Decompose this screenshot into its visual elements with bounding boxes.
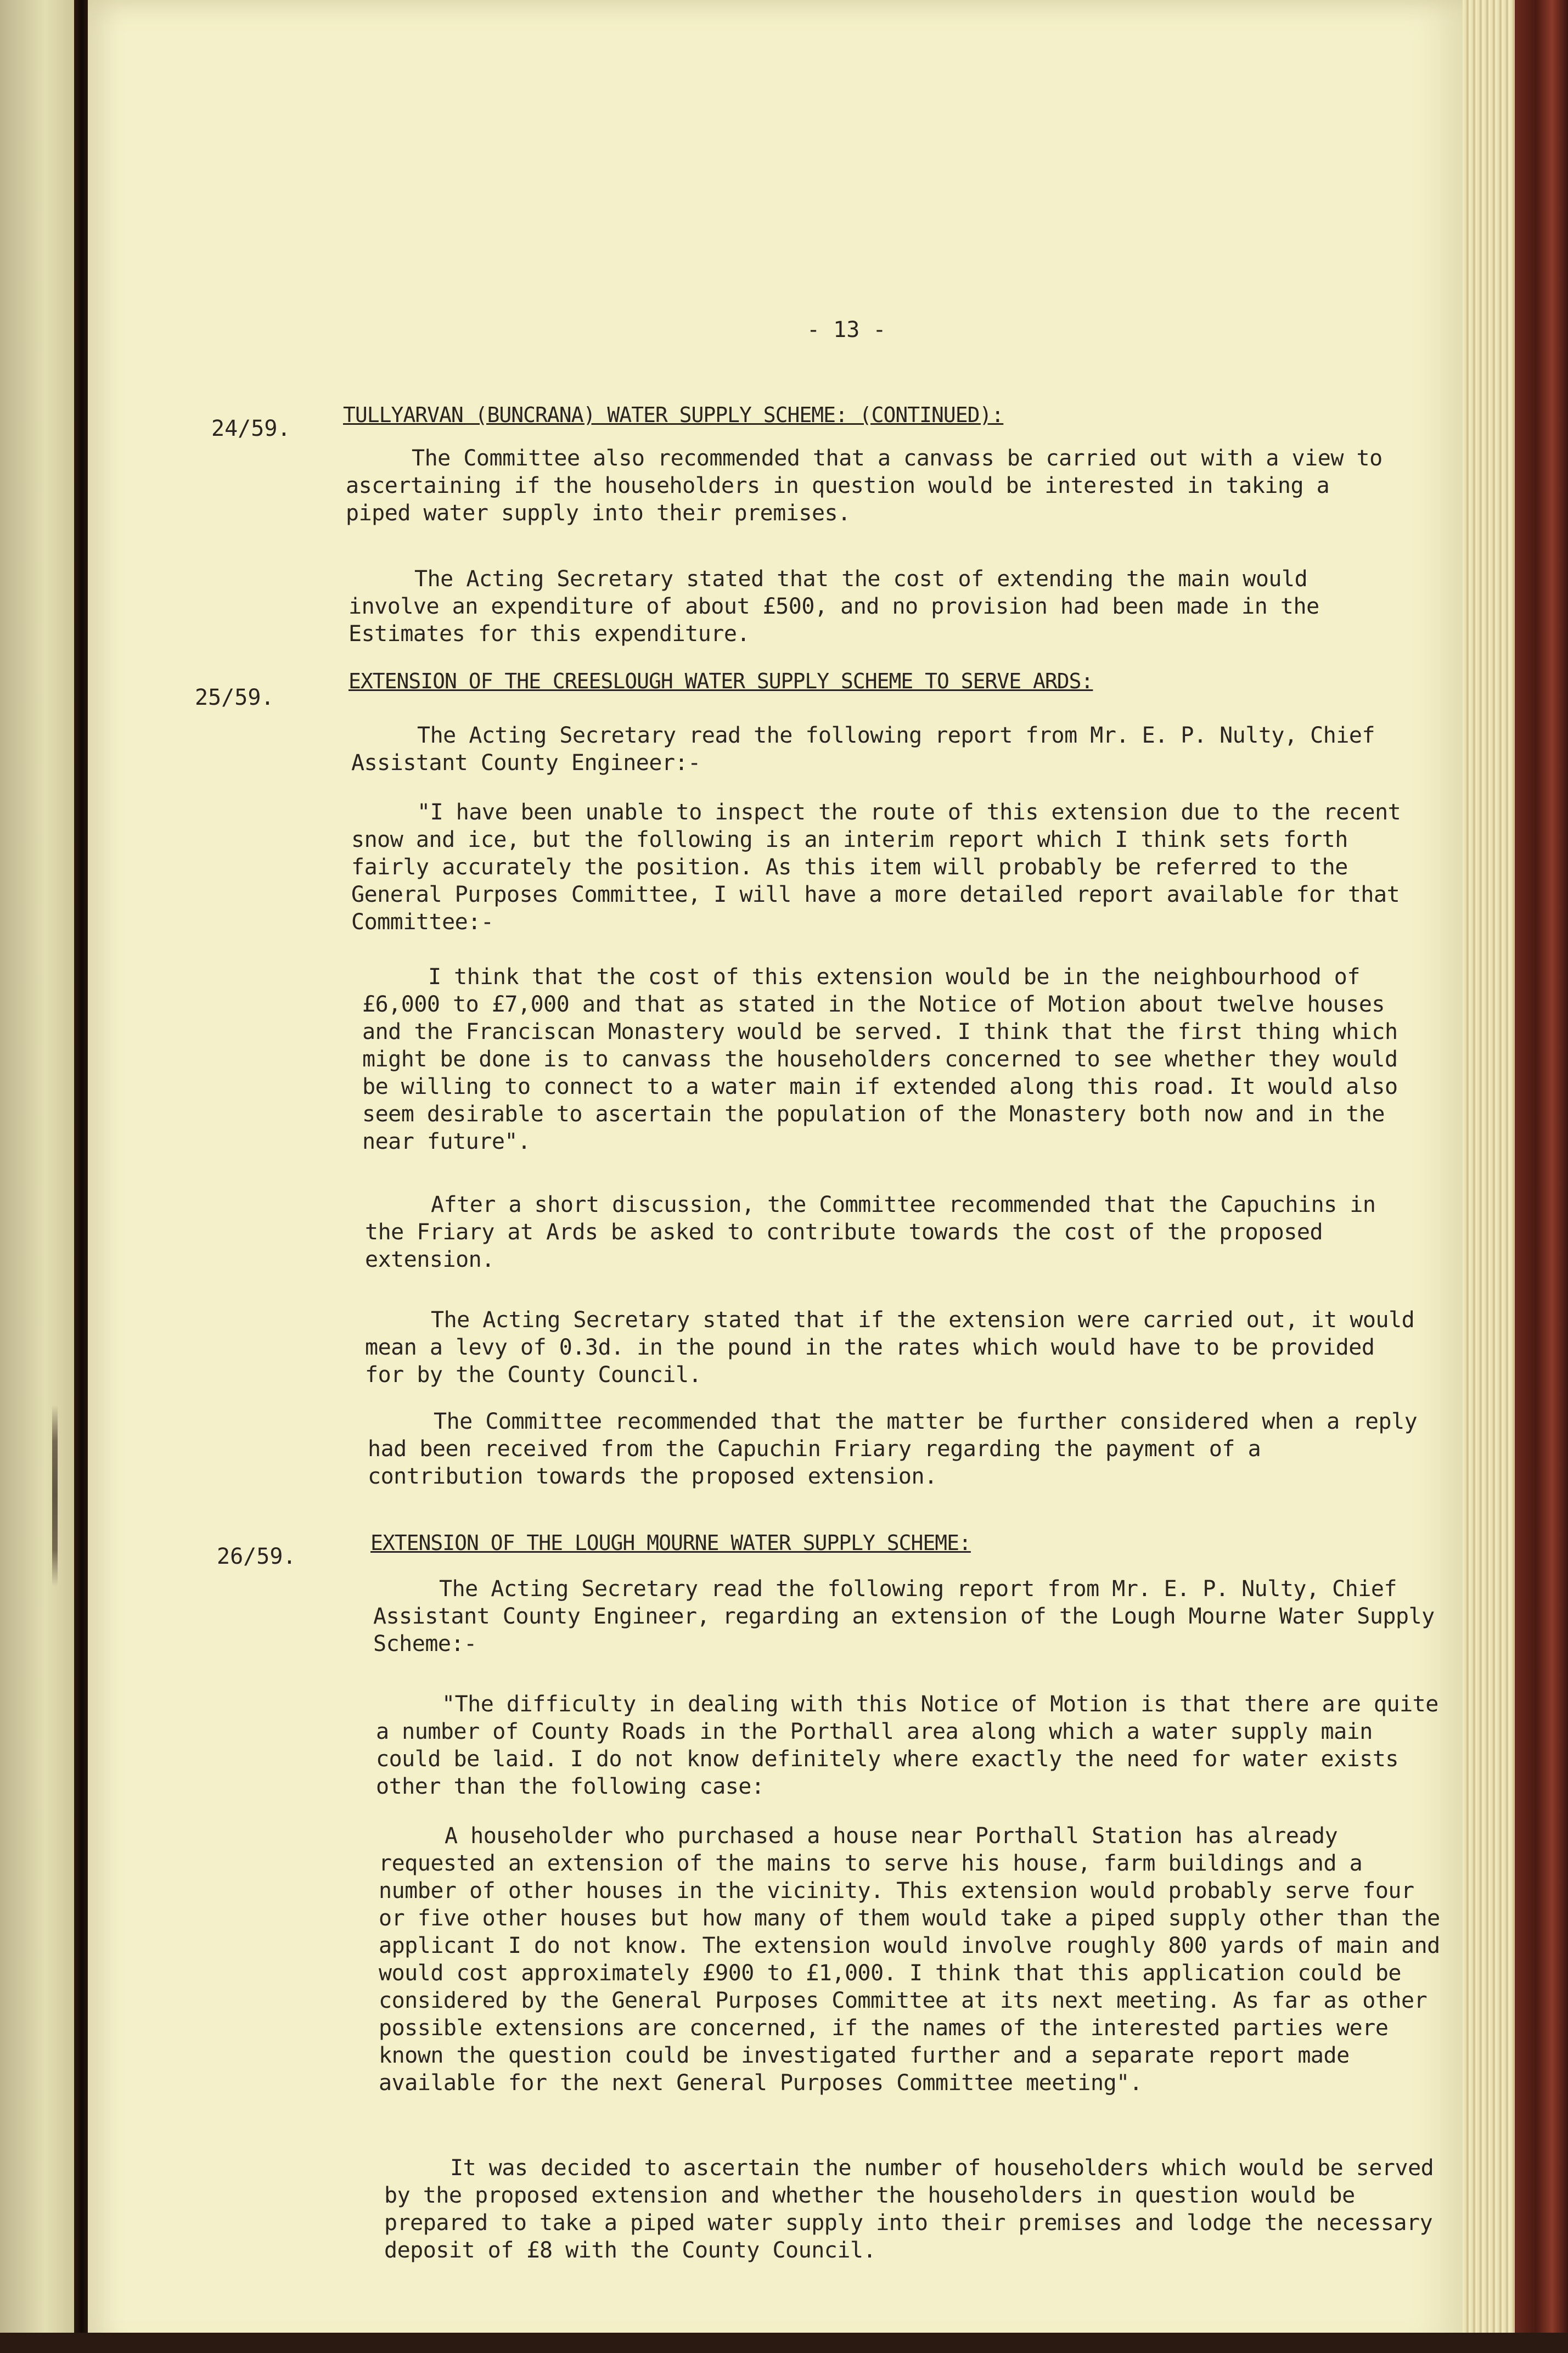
item-number: 26/59. [217, 1544, 296, 1569]
item-heading: TULLYARVAN (BUNCRANA) WATER SUPPLY SCHEME: (CONTINUED): [343, 403, 1004, 427]
item-heading: EXTENSION OF THE LOUGH MOURNE WATER SUPPLY SCHEME: [370, 1531, 971, 1555]
page-tear-mark [52, 1405, 58, 1586]
document-page [88, 0, 1465, 2353]
bottom-edge [0, 2333, 1568, 2353]
paragraph: The Acting Secretary stated that if the extension were carried out, it would mean a levy of 0.3d. in the pound in the rates which would have to be provided for by the County Council. [365, 1307, 1415, 1388]
paragraph: The Acting Secretary stated that the cost of extending the main would involve an expenditure of about £500, and no provision had been made in the Estimates for this expenditure. [349, 566, 1319, 647]
quoted-report-paragraph: A householder who purchased a house near Porthall Station has already requested an extension of the mains to serve his house, farm buildings and a number of other houses in the vicinity. This extension would probably serve four or five other houses but how many of them would take a piped supply other than the applicant I do not know. The extension would involve roughly 800 yards of main and would cost approximately £900 to £1,000. I think that this application could be considered by the General Purposes Committee at its next meeting. As far as other possible extensions are concerned, if the names of the interested parties were known the question could be investigated further and a separate report made available for the next General Purposes Committee meeting". [379, 1823, 1440, 2096]
book-binding [1515, 0, 1568, 2353]
item-heading: EXTENSION OF THE CREESLOUGH WATER SUPPLY SCHEME TO SERVE ARDS: [349, 669, 1093, 693]
page-number: - 13 - [807, 317, 886, 342]
paragraph: The Acting Secretary read the following report from Mr. E. P. Nulty, Chief Assistant County Engineer, regarding an extension of the Lough Mourne Water Supply Scheme:- [373, 1576, 1435, 1656]
paragraph: The Committee recommended that the matter be further considered when a reply had been received from the Capuchin Friary regarding the payment of a contribution towards the proposed extension. [368, 1409, 1418, 1489]
paragraph: It was decided to ascertain the number of householders which would be served by the proposed extension and whether the householders in question would be prepared to take a piped water supply into their premises and lodge the necessary deposit of £8 with the County Council. [384, 2155, 1434, 2263]
paragraph: After a short discussion, the Committee recommended that the Capuchins in the Friary at Ards be asked to contribute towards the cost of the proposed extension. [365, 1192, 1376, 1272]
quoted-report-paragraph: "I have been unable to inspect the route of this extension due to the recent snow and ice, but the following is an interim report which I think sets forth fairly accurately the position. As this item will probably be referred to the General Purposes Committee, I will have a more detailed report available for that Committee:- [351, 800, 1401, 935]
paragraph: The Committee also recommended that a canvass be carried out with a view to ascertaining if the householders in question would be interested in taking a piped water supply into their premises. [346, 446, 1382, 526]
quoted-report-paragraph: "The difficulty in dealing with this Notice of Motion is that there are quite a number of County Roads in the Porthall area along which a water supply main could be laid. I do not know definitely where exactly the need for water exists other than the following case: [376, 1692, 1438, 1799]
facing-page-edge [0, 0, 82, 2353]
item-number: 25/59. [195, 685, 274, 710]
quoted-report-paragraph: I think that the cost of this extension would be in the neighbourhood of £6,000 to £7,000 and that as stated in the Notice of Motion about twelve houses and the Franciscan Monastery would be served. I think that the first thing which might be done is to canvass the householders concerned to see whether they would be willing to connect to a water main if extended along this road. It would also seem desirable to ascertain the population of the Monastery both now and in the near future". [362, 964, 1398, 1154]
paragraph: The Acting Secretary read the following report from Mr. E. P. Nulty, Chief Assistant County Engineer:- [351, 723, 1375, 776]
book-gutter [74, 0, 89, 2353]
item-number: 24/59. [211, 416, 291, 441]
